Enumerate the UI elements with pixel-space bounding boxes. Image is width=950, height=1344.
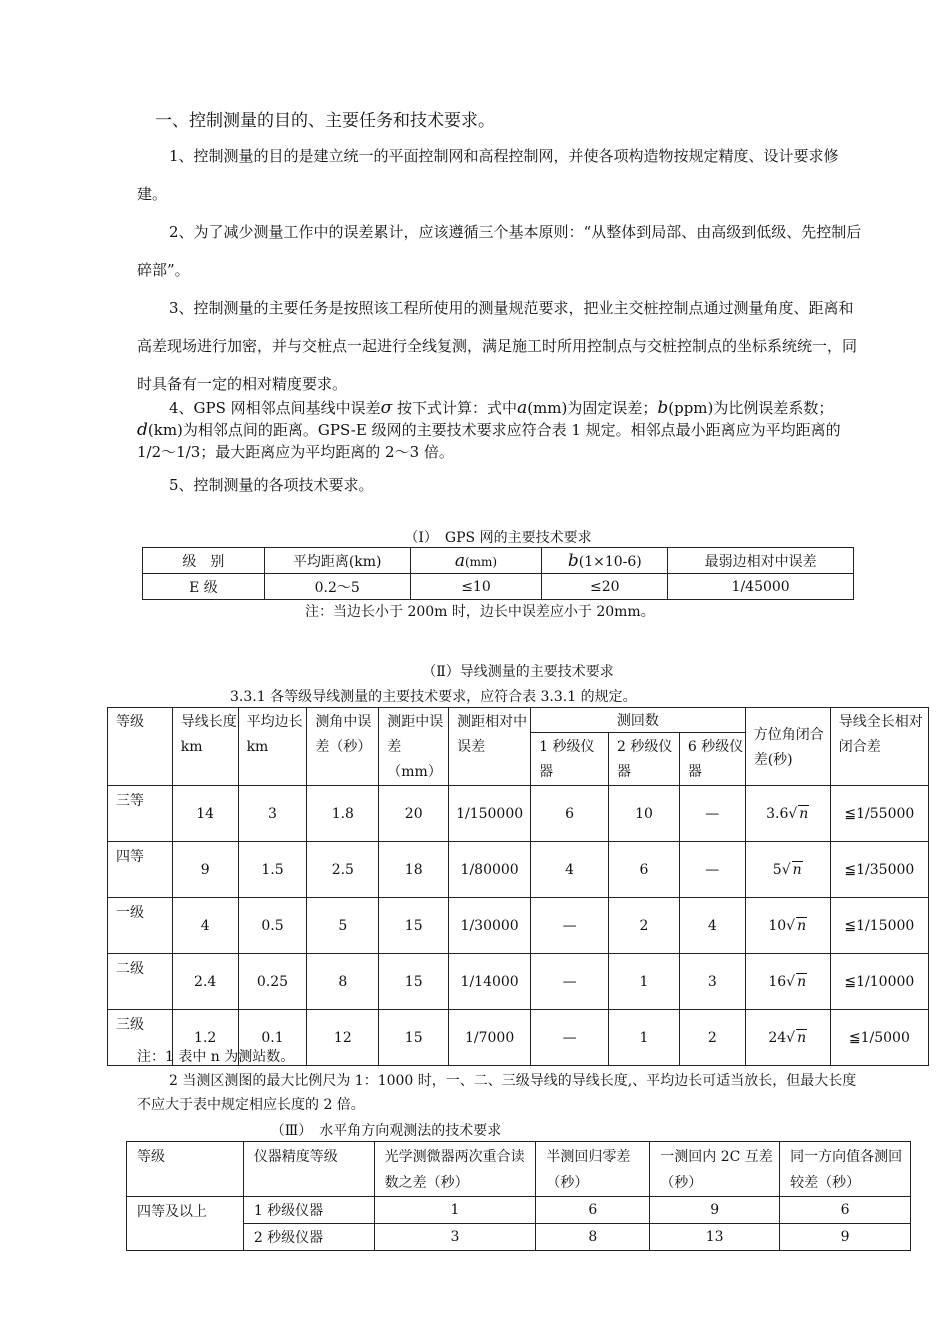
table-cell: 12 (307, 1010, 379, 1066)
radicand: n (797, 917, 807, 934)
table-cell: E 级 (143, 574, 265, 600)
level-cell: 四等及以上 (127, 1197, 244, 1251)
table-3-caption: （Ⅲ） 水平角方向观测法的技术要求 (270, 1123, 502, 1139)
table-cell: ≦1/10000 (830, 954, 928, 1010)
table-cell: 14 (172, 786, 238, 842)
a-symbol: a (454, 550, 465, 571)
table-cell: 9 (650, 1197, 780, 1224)
table-cell: 4 (172, 898, 238, 954)
coefficient: 16 (768, 973, 787, 990)
header-cell: 方位角闭合差(秒) (745, 708, 830, 786)
table-cell: 0.2～5 (264, 574, 410, 600)
table-cell: 1/80000 (449, 842, 531, 898)
table-cell: 20 (379, 786, 449, 842)
b-symbol: b (567, 550, 579, 571)
table-cell: 1 秒级仪器 (243, 1197, 374, 1224)
header-cell (542, 548, 668, 574)
table-cell: — (531, 954, 609, 1010)
sqrt-symbol: √ (781, 861, 791, 878)
table-cell: 6 (609, 842, 680, 898)
b-symbol: b (657, 398, 669, 418)
header-cell: 导线全长相对闭合差 (830, 708, 928, 786)
table-row (108, 708, 929, 733)
table-cell: 0.1 (238, 1010, 307, 1066)
table-cell: 1/150000 (449, 786, 531, 842)
radicand: n (797, 1029, 807, 1046)
header-cell: 等级 (127, 1142, 244, 1197)
table-cell: 1.2 (172, 1010, 238, 1066)
table-cell: 1 (374, 1197, 536, 1224)
table-cell: 8 (307, 954, 379, 1010)
table-cell: 0.5 (238, 898, 307, 954)
radicand: n (799, 805, 809, 822)
table-cell: 2 (679, 1010, 745, 1066)
header-cell: 测距相对中误差 (449, 708, 531, 786)
table-cell: 8 (536, 1224, 650, 1251)
paragraph-2: 2、为了减少测量工作中的误差累计，应该遵循三个基本原则：“从整体到局部、由高级到低级、先控制后碎部”。 (137, 223, 862, 279)
table-cell: 3 (238, 786, 307, 842)
coefficient: 5 (772, 861, 782, 878)
table-cell: 2 秒级仪器 (243, 1224, 374, 1251)
table-2-subcaption: 3.3.1 各等级导线测量的主要技术要求，应符合表 3.3.1 的规定。 (230, 689, 637, 705)
coefficient: 24 (768, 1029, 787, 1046)
table-cell: 18 (379, 842, 449, 898)
formula-cell (745, 954, 830, 1010)
table-cell: ≤10 (410, 574, 542, 600)
header-cell: 6 秒级仪器 (679, 733, 745, 786)
table-cell: 1.5 (238, 842, 307, 898)
header-cell: 1 秒级仪器 (531, 733, 609, 786)
level-cell: 四等 (108, 842, 173, 898)
table-cell: 1 (609, 1010, 680, 1066)
header-cell: 平均边长 km (238, 708, 307, 786)
table-2-note-2: 2 当测区测图的最大比例尺为 1：1000 时，一、二、三级导线的导线长度,、平均边长可适当放长，但最大长度不应大于表中规定相应长度的 2 倍。 (137, 1073, 857, 1113)
gps-table (142, 547, 854, 600)
table-cell: 6 (780, 1197, 911, 1224)
sqrt-symbol: √ (786, 973, 796, 990)
table-cell: ≦1/15000 (830, 898, 928, 954)
header-cell: 一测回内 2C 互差（秒） (650, 1142, 780, 1197)
horizontal-angle-table (126, 1141, 911, 1251)
table-cell: 4 (531, 842, 609, 898)
table-row (108, 786, 929, 842)
unit: (mm) (464, 554, 498, 569)
level-cell: 三级 (108, 1010, 173, 1066)
section-heading: 一、控制测量的目的、主要任务和技术要求。 (155, 111, 495, 131)
p4-text-5: (km)为相邻点间的距离。GPS-E 级网的主要技术要求应符合表 1 规定。相邻点最小距离应为平均距离的 1/2～1/3；最大距离应为平均距离的 2～3 倍。 (137, 421, 841, 461)
table-cell: 6 (536, 1197, 650, 1224)
table-1-caption: （Ⅰ） GPS 网的主要技术要求 (404, 530, 592, 546)
header-cell: 2 秒级仪器 (609, 733, 680, 786)
paragraph-5: 5、控制测量的各项技术要求。 (169, 476, 374, 494)
table-cell: 15 (379, 1010, 449, 1066)
table-cell: 15 (379, 898, 449, 954)
table-cell: ≤20 (542, 574, 668, 600)
header-cell: 测回数 (531, 708, 746, 733)
p4-text-3: (mm)为固定误差； (527, 399, 658, 417)
header-cell: 级 别 (143, 548, 265, 574)
table-cell: ≦1/55000 (830, 786, 928, 842)
unit: (1×10-6) (578, 553, 642, 570)
sigma-symbol: σ (380, 398, 393, 418)
header-cell: 测距中误差（mm） (379, 708, 449, 786)
table-cell: ≦1/5000 (830, 1010, 928, 1066)
header-cell: 同一方向值各测回较差（秒） (780, 1142, 911, 1197)
table-row (108, 898, 929, 954)
radicand: n (792, 861, 802, 878)
formula-cell (745, 1010, 830, 1066)
header-cell: 等级 (108, 708, 173, 786)
table-cell: 2 (609, 898, 680, 954)
table-cell: 2.4 (172, 954, 238, 1010)
coefficient: 3.6 (766, 805, 789, 822)
table-cell: 1/7000 (449, 1010, 531, 1066)
table-cell: 0.25 (238, 954, 307, 1010)
level-cell: 三等 (108, 786, 173, 842)
table-cell: — (679, 842, 745, 898)
header-cell (410, 548, 542, 574)
table-cell: — (679, 786, 745, 842)
coefficient: 10 (768, 917, 787, 934)
table-row (143, 548, 854, 574)
table-cell: 1 (609, 954, 680, 1010)
sqrt-symbol: √ (788, 805, 798, 822)
table-cell: 9 (780, 1224, 911, 1251)
table-cell: 10 (609, 786, 680, 842)
table-cell: 2.5 (307, 842, 379, 898)
table-1-note: 注：当边长小于 200m 时，边长中误差应小于 20mm。 (305, 604, 655, 620)
table-cell: 15 (379, 954, 449, 1010)
table-row (127, 1142, 911, 1197)
header-cell: 光学测微器两次重合读数之差（秒） (374, 1142, 536, 1197)
table-cell: 1/14000 (449, 954, 531, 1010)
level-cell: 一级 (108, 898, 173, 954)
formula-cell (745, 842, 830, 898)
header-cell: 半测回归零差（秒） (536, 1142, 650, 1197)
table-cell: 1/30000 (449, 898, 531, 954)
paragraph-4 (137, 397, 862, 463)
table-cell: — (531, 1010, 609, 1066)
paragraph-1: 1、控制测量的目的是建立统一的平面控制网和高程控制网，并使各项构造物按规定精度、设计要求修建。 (137, 147, 839, 203)
formula-cell (745, 786, 830, 842)
p4-text-1: 4、GPS 网相邻点间基线中误差 (169, 399, 381, 417)
header-cell: 仪器精度等级 (243, 1142, 374, 1197)
table-cell: 3 (679, 954, 745, 1010)
paragraph-3: 3、控制测量的主要任务是按照该工程所使用的测量规范要求，把业主交桩控制点通过测量角度、距离和高差现场进行加密，并与交桩点一起进行全线复测，满足施工时所用控制点与交桩控制点的坐标系统统一，同时具备有一定的相对精度要求。 (137, 299, 858, 393)
header-cell: 平均距离(km) (264, 548, 410, 574)
table-2-note-1: 注：1 表中 n 为测站数。 (137, 1049, 295, 1065)
sqrt-symbol: √ (786, 1029, 796, 1046)
header-cell: 导线长度 km (172, 708, 238, 786)
table-cell: 13 (650, 1224, 780, 1251)
table-cell: 1.8 (307, 786, 379, 842)
table-row (143, 574, 854, 600)
d-symbol: d (137, 420, 148, 440)
table-cell: 6 (531, 786, 609, 842)
sqrt-symbol: √ (786, 917, 796, 934)
table-2-caption: （Ⅱ）导线测量的主要技术要求 (422, 664, 614, 680)
p4-text-2: 按下式计算：式中 (392, 399, 518, 417)
table-row (108, 954, 929, 1010)
a-symbol: a (517, 398, 528, 418)
traverse-table (107, 707, 929, 1066)
table-cell: 9 (172, 842, 238, 898)
table-cell: — (531, 898, 609, 954)
table-row (127, 1197, 911, 1224)
header-cell: 测角中误 差（秒） (307, 708, 379, 786)
table-cell: 1/45000 (668, 574, 854, 600)
radicand: n (797, 973, 807, 990)
table-row (127, 1224, 911, 1251)
table-cell: 3 (374, 1224, 536, 1251)
formula-cell (745, 898, 830, 954)
table-cell: 4 (679, 898, 745, 954)
level-cell: 二级 (108, 954, 173, 1010)
table-cell: 5 (307, 898, 379, 954)
p4-text-4: (ppm)为比例误差系数； (668, 399, 834, 417)
table-row (108, 842, 929, 898)
table-cell: ≦1/35000 (830, 842, 928, 898)
header-cell: 最弱边相对中误差 (668, 548, 854, 574)
